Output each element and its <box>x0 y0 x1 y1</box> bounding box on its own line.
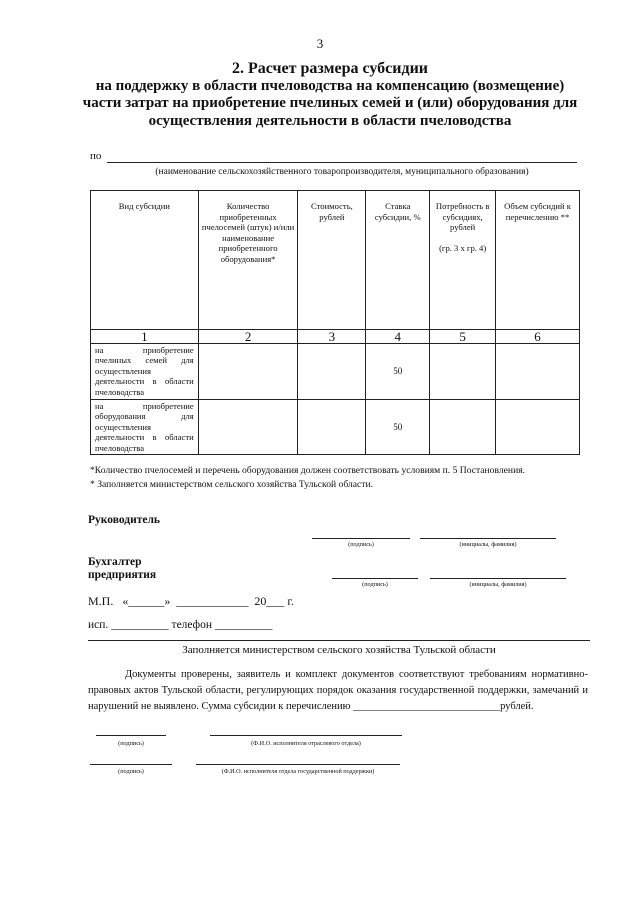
footnote-2: * Заполняется министерством сельского хозяйства Тульской области. <box>90 479 374 490</box>
row-label: на приобретение оборудования для осуществления деятельности в области пчеловодства <box>91 400 199 455</box>
signature-caption: (подпись) <box>348 541 374 548</box>
row-label: на приобретение пчелиных семей для осуществления деятельности в области пчеловодства <box>91 344 199 400</box>
accountant-signature-line[interactable] <box>332 578 418 579</box>
column-number: 5 <box>430 330 496 344</box>
ministry-name1-caption: (Ф.И.О. исполнителя отраслевого отдела) <box>251 740 361 747</box>
column-number: 2 <box>198 330 298 344</box>
section-divider <box>88 640 590 641</box>
ministry-sig1-caption: (подпись) <box>118 740 144 747</box>
header-cell: Объем субсидий к перечислению ** <box>496 191 580 330</box>
title-line-2: на поддержку в области пчеловодства на компенсацию (возмещение) <box>95 77 565 94</box>
head-signature-line[interactable] <box>312 538 410 539</box>
title-line-4: осуществления деятельности в области пчеловодства <box>148 112 512 129</box>
accountant-label-1: Бухгалтер <box>88 556 142 568</box>
signature-caption: (подпись) <box>362 581 388 588</box>
cost-cell[interactable] <box>298 400 366 455</box>
quantity-cell[interactable] <box>198 400 298 455</box>
column-number: 4 <box>366 330 430 344</box>
document-title <box>60 60 600 130</box>
ministry-signature-line-1[interactable] <box>96 735 166 736</box>
head-label: Руководитель <box>88 514 160 526</box>
quantity-cell[interactable] <box>198 344 298 400</box>
need-cell[interactable] <box>430 400 496 455</box>
recipient-caption: (наименование сельскохозяйственного товаропроизводителя, муниципального образования) <box>155 167 529 177</box>
table-row <box>91 400 580 455</box>
initials-caption: (инициалы, фамилия) <box>469 581 527 588</box>
header-cell: Вид субсидии <box>91 191 199 330</box>
header-cell: Ставка субсидии, % <box>366 191 430 330</box>
ministry-heading: Заполняется министерством сельского хозяйства Тульской области <box>182 644 496 656</box>
column-number: 6 <box>496 330 580 344</box>
stamp-date-line[interactable]: М.П. «______» ____________ 20___ г. <box>88 594 294 608</box>
table-header-row <box>91 191 580 330</box>
rate-cell: 50 <box>366 400 430 455</box>
ministry-signature-line-2[interactable] <box>90 764 172 765</box>
ministry-name2-caption: (Ф.И.О. исполнителя отдела государственной поддержки) <box>221 768 375 775</box>
ministry-name-line-1[interactable] <box>210 735 402 736</box>
header-cell: Количество приобретенных пчелосемей (штук) и/или наименование приобретенного оборудования* <box>198 191 298 330</box>
subsidy-table <box>90 190 580 455</box>
ministry-text-body: Документы проверены, заявитель и комплект документов соответствуют требованиям нормативно-правовых актов Тульской области, регулирующих порядок оказания государственной поддержки, замечаний и нарушений не выявлено. Сумма субсидии к перечислению ____________________________рублей. <box>88 669 588 712</box>
head-initials-line[interactable] <box>420 538 556 539</box>
ministry-name-line-2[interactable] <box>196 764 400 765</box>
initials-caption: (инициалы, фамилия) <box>459 541 517 548</box>
accountant-initials-line[interactable] <box>430 578 566 579</box>
executor-phone-line[interactable]: исп. __________ телефон __________ <box>88 619 273 631</box>
accountant-label-2: предприятия <box>88 569 157 581</box>
recipient-field[interactable] <box>107 162 577 163</box>
footnote-1: *Количество пчелосемей и перечень оборудования должен соответствовать условиям п. 5 Постановления. <box>90 465 526 476</box>
title-line-1: 2. Расчет размера субсидии <box>231 60 429 77</box>
recipient-prefix: по <box>90 150 102 162</box>
column-number: 3 <box>298 330 366 344</box>
page-number: 3 <box>316 36 324 51</box>
header-cell: Стоимость, рублей <box>298 191 366 330</box>
ministry-sig2-caption: (подпись) <box>118 768 144 775</box>
title-line-3: части затрат на приобретение пчелиных семей и (или) оборудования для <box>82 95 578 111</box>
table-row <box>91 344 580 400</box>
need-cell[interactable] <box>430 344 496 400</box>
volume-cell[interactable] <box>496 344 580 400</box>
rate-cell: 50 <box>366 344 430 400</box>
column-number-row <box>91 330 580 344</box>
ministry-text <box>88 667 588 715</box>
cost-cell[interactable] <box>298 344 366 400</box>
header-cell: Потребность в субсидиях, рублей (гр. 3 х гр. 4) <box>430 191 496 330</box>
column-number: 1 <box>91 330 199 344</box>
volume-cell[interactable] <box>496 400 580 455</box>
